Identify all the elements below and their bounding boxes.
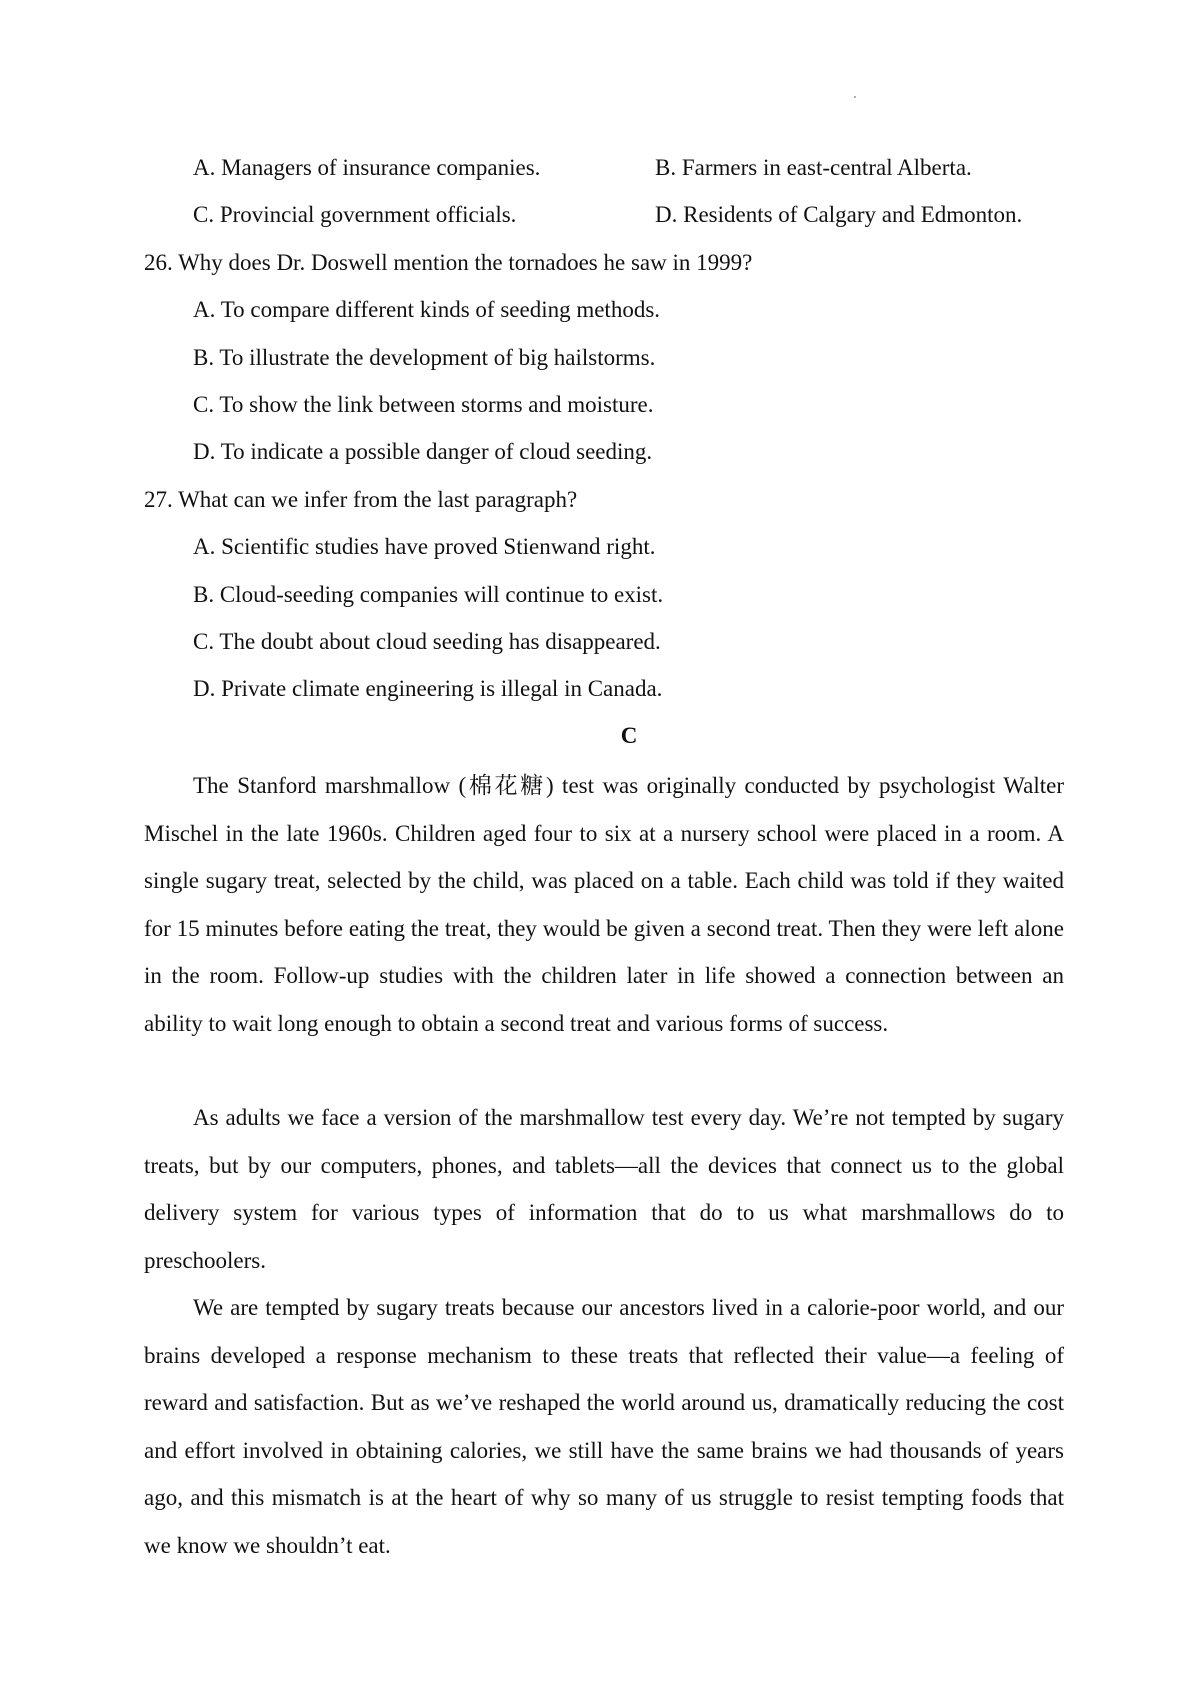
q26-option-b: B. To illustrate the development of big hailstorms. xyxy=(193,345,656,370)
passage-paragraph-2: As adults we face a version of the marshmallow test every day. We’re not tempted by sugary treats, but by our computers, phones, and tablets—all the devices that connect us to the global delivery system for various types of information that do to us what marshmallows do to preschoolers. xyxy=(144,1105,1064,1273)
q26-stem: 26. Why does Dr. Doswell mention the tornadoes he saw in 1999? xyxy=(144,250,753,275)
q25-option-c: C. Provincial government officials. xyxy=(193,202,517,227)
q27-option-a: A. Scientific studies have proved Stienwand right. xyxy=(193,534,656,559)
passage-paragraph-1: The Stanford marshmallow (棉花糖) test was originally conducted by psychologist Walter Mischel in the late 1960s. Children aged four to six at a nursery school were placed in a room. A single sugary treat, selected by the child, was placed on a table. Each child was told if they waited for 15 minutes before eating the treat, they would be given a second treat. Then they were left alone in the room. Follow-up studies with the children later in life showed a connection between an ability to wait long enough to obtain a second treat and various forms of success. xyxy=(144,773,1064,1036)
section-c-heading: C xyxy=(620,723,638,748)
q27-stem: 27. What can we infer from the last paragraph? xyxy=(144,487,578,512)
q26-option-c: C. To show the link between storms and moisture. xyxy=(193,392,654,417)
q25-option-a: A. Managers of insurance companies. xyxy=(193,155,541,180)
q26-option-a: A. To compare different kinds of seeding methods. xyxy=(193,297,661,322)
q27-option-c: C. The doubt about cloud seeding has disappeared. xyxy=(193,629,661,654)
q25-option-d: D. Residents of Calgary and Edmonton. xyxy=(655,202,1023,227)
q27-option-b: B. Cloud-seeding companies will continue to exist. xyxy=(193,582,664,607)
scan-mark xyxy=(854,96,856,98)
q25-option-b: B. Farmers in east-central Alberta. xyxy=(655,155,972,180)
q27-option-d: D. Private climate engineering is illegal in Canada. xyxy=(193,676,663,701)
q26-option-d: D. To indicate a possible danger of cloud seeding. xyxy=(193,439,653,464)
passage-paragraph-3: We are tempted by sugary treats because our ancestors lived in a calorie-poor world, and our brains developed a response mechanism to these treats that reflected their value—a feeling of reward and satisfaction. But as we’ve reshaped the world around us, dramatically reducing the cost and effort involved in obtaining calories, we still have the same brains we had thousands of years ago, and this mismatch is at the heart of why so many of us struggle to resist tempting foods that we know we shouldn’t eat. xyxy=(144,1295,1064,1558)
